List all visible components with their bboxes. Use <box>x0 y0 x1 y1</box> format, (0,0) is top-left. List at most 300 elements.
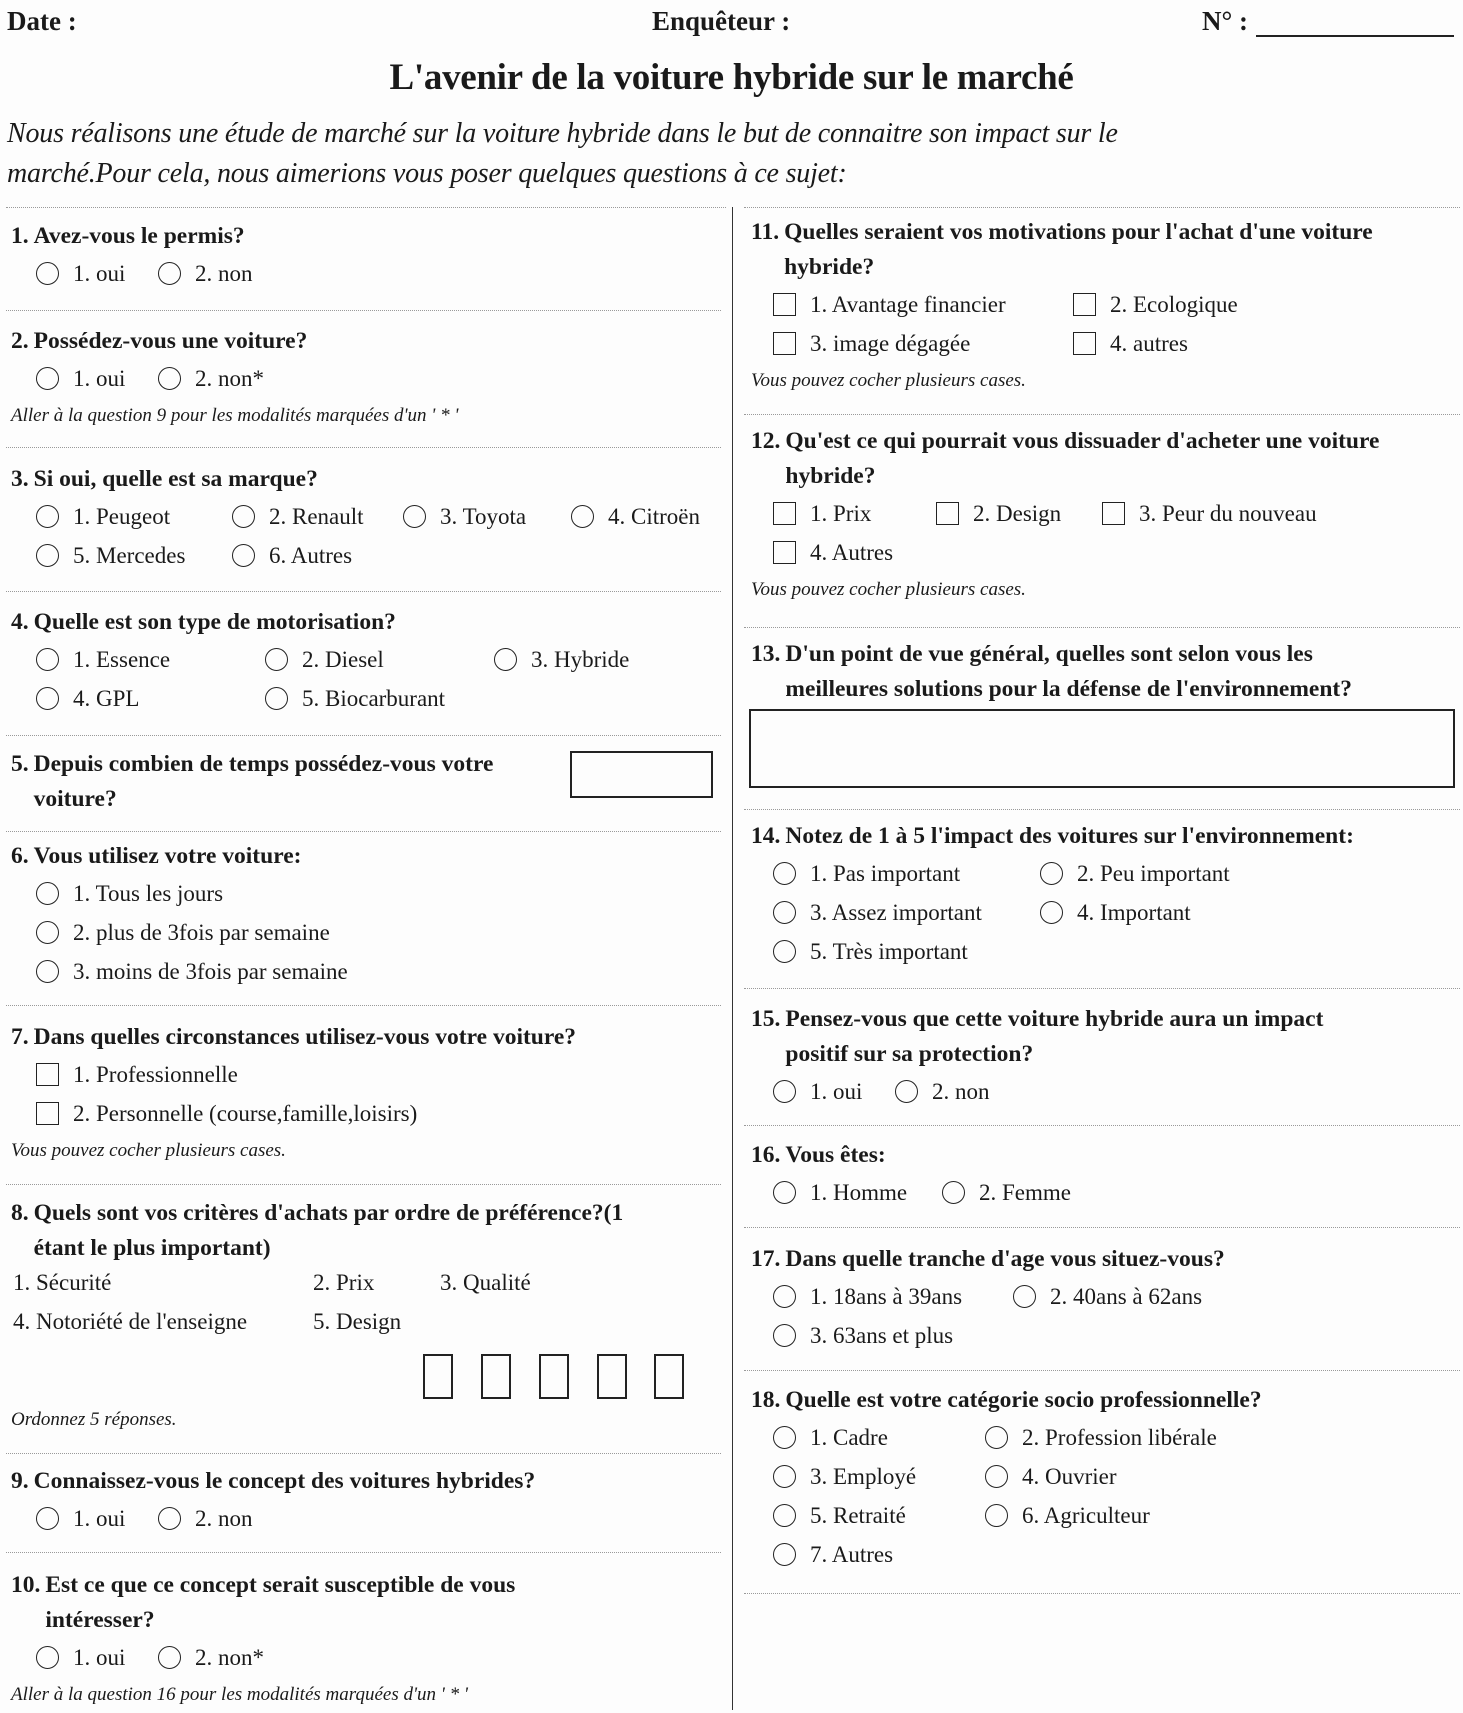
question-1 <box>11 219 721 293</box>
question-note: Vous pouvez cocher plusieurs cases. <box>751 370 1026 391</box>
options-group <box>11 874 721 991</box>
checkbox[interactable] <box>773 332 796 355</box>
option-q6-3[interactable] <box>36 952 636 991</box>
checkbox[interactable] <box>36 1102 59 1125</box>
option-q3-1[interactable] <box>36 497 232 536</box>
option-q18-6[interactable] <box>985 1496 1285 1535</box>
option-q12-1[interactable] <box>773 494 936 533</box>
question-title <box>751 819 1460 854</box>
question-number: 6. <box>11 843 29 869</box>
rank-box-2[interactable] <box>481 1354 511 1399</box>
options-group <box>751 285 1460 363</box>
option-label: 1. Prix <box>810 500 872 526</box>
option-label: 1. oui <box>73 1505 126 1531</box>
option-q16-1[interactable] <box>773 1173 942 1212</box>
question-number: 10. <box>11 1572 41 1598</box>
question-number: 8. <box>11 1200 29 1226</box>
options-group <box>11 1638 721 1677</box>
question-text-line: intéresser? <box>45 1607 155 1633</box>
radio-button[interactable] <box>265 687 288 710</box>
option-q7-2[interactable] <box>36 1094 636 1133</box>
option-label: 1. Pas important <box>810 860 961 886</box>
option-q10-2[interactable] <box>158 1638 280 1677</box>
option-q3-5[interactable] <box>36 536 232 575</box>
date-label: Date : <box>7 6 77 36</box>
question-6 <box>11 839 721 991</box>
question-number: 16. <box>751 1142 781 1168</box>
question-title <box>11 324 721 359</box>
question-4 <box>11 605 721 718</box>
option-label: 2. Renault <box>269 503 364 529</box>
radio-button[interactable] <box>773 901 796 924</box>
radio-button[interactable] <box>773 1324 796 1347</box>
question-text-line: Connaissez-vous le concept des voitures hybrides? <box>33 1468 536 1494</box>
radio-button[interactable] <box>942 1181 965 1204</box>
option-q4-5[interactable] <box>265 679 494 718</box>
divider-rule <box>6 591 721 592</box>
criterion-design: 5. Design <box>313 1309 402 1334</box>
divider-rule <box>744 1125 1460 1126</box>
question-text <box>29 1196 624 1266</box>
options-group <box>11 1499 721 1538</box>
question-text <box>40 1568 515 1638</box>
option-q9-2[interactable] <box>158 1499 280 1538</box>
number-line[interactable] <box>1256 9 1454 37</box>
intro-line-2: marché.Pour cela, nous aimerions vous poser quelques questions à ce sujet: <box>7 158 847 189</box>
checkbox[interactable] <box>936 502 959 525</box>
option-q18-7[interactable] <box>773 1535 985 1574</box>
radio-button[interactable] <box>773 1080 796 1103</box>
question-text-line: D'un point de vue général, quelles sont selon vous les <box>785 641 1313 667</box>
question-13 <box>751 637 1460 707</box>
radio-button[interactable] <box>1040 901 1063 924</box>
divider-rule <box>6 831 721 832</box>
radio-button[interactable] <box>773 1426 796 1449</box>
option-q9-1[interactable] <box>36 1499 158 1538</box>
radio-button[interactable] <box>985 1426 1008 1449</box>
option-q4-3[interactable] <box>494 640 714 679</box>
question-title <box>11 1020 721 1055</box>
divider-rule <box>6 207 726 208</box>
option-q4-1[interactable] <box>36 640 265 679</box>
option-label: 1. oui <box>73 365 126 391</box>
question-text <box>29 462 318 497</box>
option-q12-4[interactable] <box>773 533 936 572</box>
rank-box-5[interactable] <box>654 1354 684 1399</box>
radio-button[interactable] <box>773 940 796 963</box>
option-q17-1[interactable] <box>773 1277 1013 1316</box>
question-text-line: Si oui, quelle est sa marque? <box>33 466 318 492</box>
option-label: 3. moins de 3fois par semaine <box>73 958 348 984</box>
option-q18-1[interactable] <box>773 1418 985 1457</box>
question-text <box>29 324 308 359</box>
question-text-line: positif sur sa protection? <box>785 1041 1034 1067</box>
question-text-line: meilleures solutions pour la défense de l'environnement? <box>785 676 1353 702</box>
question-text <box>780 819 1354 854</box>
option-label: 1. Homme <box>810 1179 908 1205</box>
option-q18-3[interactable] <box>773 1457 985 1496</box>
option-label: 1. 18ans à 39ans <box>810 1283 963 1309</box>
option-label: 3. Employé <box>810 1463 917 1489</box>
option-q1-1[interactable] <box>36 254 158 293</box>
option-label: 1. Professionnelle <box>73 1061 238 1087</box>
question-title <box>11 1568 721 1638</box>
column-divider <box>732 207 733 1710</box>
question-text-line: Vous êtes: <box>785 1142 886 1168</box>
question-title <box>751 1138 1460 1173</box>
option-label: 1. oui <box>810 1078 863 1104</box>
option-label: 4. Important <box>1077 899 1191 925</box>
option-label: 2. Diesel <box>302 646 384 672</box>
option-label: 2. plus de 3fois par semaine <box>73 919 330 945</box>
option-q12-3[interactable] <box>1102 494 1382 533</box>
question-16 <box>751 1138 1460 1212</box>
question-title <box>751 215 1460 285</box>
rank-box-4[interactable] <box>597 1354 627 1399</box>
question-text <box>29 1464 536 1499</box>
checkbox[interactable] <box>773 541 796 564</box>
option-label: 5. Retraité <box>810 1502 906 1528</box>
question-text <box>780 1138 885 1173</box>
question-text-line: Depuis combien de temps possédez-vous votre <box>33 751 494 777</box>
option-label: 2. non* <box>195 1644 264 1670</box>
option-label: 2. non <box>195 1505 253 1531</box>
question-number: 4. <box>11 609 29 635</box>
option-label: 1. oui <box>73 1644 126 1670</box>
option-label: 2. non* <box>195 365 264 391</box>
question-9 <box>11 1464 721 1538</box>
question-number: 15. <box>751 1006 781 1032</box>
option-q3-2[interactable] <box>232 497 403 536</box>
radio-button[interactable] <box>403 505 426 528</box>
options-group <box>11 497 721 575</box>
enqueteur-label: Enquêteur : <box>652 6 791 36</box>
option-label: 1. Tous les jours <box>73 880 224 906</box>
option-q14-5[interactable] <box>773 932 1040 971</box>
divider-rule <box>6 310 721 311</box>
question-text-line: Possédez-vous une voiture? <box>33 328 308 354</box>
environment-solutions-textarea[interactable] <box>749 709 1455 788</box>
option-label: 1. Peugeot <box>73 503 171 529</box>
options-group <box>11 640 721 718</box>
criterion-notoriete: 4. Notoriété de l'enseigne <box>13 1309 248 1334</box>
checkbox[interactable] <box>1073 332 1096 355</box>
question-text <box>29 747 494 817</box>
question-note: Aller à la question 16 pour les modalités marquées d'un ' * ' <box>11 1684 468 1705</box>
question-12 <box>751 424 1460 608</box>
option-q11-1[interactable] <box>773 285 1073 324</box>
question-text <box>780 424 1379 494</box>
criterion-qualite: 3. Qualité <box>440 1270 531 1295</box>
radio-button[interactable] <box>232 544 255 567</box>
question-text <box>29 839 302 874</box>
question-8 <box>11 1196 721 1266</box>
option-label: 3. Assez important <box>810 899 982 925</box>
radio-button[interactable] <box>36 367 59 390</box>
option-label: 2. Peu important <box>1077 860 1230 886</box>
option-q15-2[interactable] <box>895 1072 1017 1111</box>
radio-button[interactable] <box>895 1080 918 1103</box>
question-number: 11. <box>751 219 780 245</box>
divider-rule <box>744 1593 1460 1594</box>
radio-button[interactable] <box>36 1507 59 1530</box>
question-17 <box>751 1242 1460 1355</box>
question-number: 14. <box>751 823 781 849</box>
intro-line-1: Nous réalisons une étude de marché sur la voiture hybride dans le but de connaitre son impact sur le <box>7 118 1118 149</box>
question-title <box>751 424 1460 494</box>
question-number: 9. <box>11 1468 29 1494</box>
options-group <box>751 1277 1460 1355</box>
question-text-line: Avez-vous le permis? <box>33 223 245 249</box>
question-number: 2. <box>11 328 29 354</box>
question-text <box>780 1383 1261 1418</box>
divider-rule <box>744 1370 1460 1371</box>
radio-button[interactable] <box>36 505 59 528</box>
option-q1-2[interactable] <box>158 254 280 293</box>
radio-button[interactable] <box>158 1646 181 1669</box>
question-7 <box>11 1020 721 1169</box>
divider-rule <box>744 988 1460 989</box>
divider-rule <box>6 1005 721 1006</box>
option-label: 3. Peur du nouveau <box>1139 500 1317 526</box>
radio-button[interactable] <box>1013 1285 1036 1308</box>
radio-button[interactable] <box>232 505 255 528</box>
option-q2-2[interactable] <box>158 359 280 398</box>
radio-button[interactable] <box>985 1504 1008 1527</box>
options-group <box>751 854 1460 971</box>
radio-button[interactable] <box>36 687 59 710</box>
radio-button[interactable] <box>158 367 181 390</box>
q8-note: Ordonnez 5 réponses. <box>11 1409 177 1430</box>
question-text-line: hybride? <box>785 463 876 489</box>
question-number: 18. <box>751 1387 781 1413</box>
checkbox[interactable] <box>773 502 796 525</box>
radio-button[interactable] <box>36 544 59 567</box>
radio-button[interactable] <box>773 1465 796 1488</box>
question-number: 5. <box>11 751 29 777</box>
option-label: 2. Design <box>973 500 1062 526</box>
radio-button[interactable] <box>36 882 59 905</box>
radio-button[interactable] <box>36 262 59 285</box>
question-text <box>29 219 245 254</box>
question-number: 13. <box>751 641 781 667</box>
question-note: Vous pouvez cocher plusieurs cases. <box>751 579 1026 600</box>
divider-rule <box>744 207 1460 208</box>
option-q12-2[interactable] <box>936 494 1102 533</box>
option-label: 5. Biocarburant <box>302 685 446 711</box>
question-note: Vous pouvez cocher plusieurs cases. <box>11 1140 286 1161</box>
options-group <box>751 1173 1460 1212</box>
question-note: Aller à la question 9 pour les modalités marquées d'un ' * ' <box>11 405 459 426</box>
option-label: 3. image dégagée <box>810 330 971 356</box>
option-q18-5[interactable] <box>773 1496 985 1535</box>
question-number: 12. <box>751 428 781 454</box>
option-q3-3[interactable] <box>403 497 571 536</box>
option-label: 4. autres <box>1110 330 1188 356</box>
divider-rule <box>6 1184 721 1185</box>
divider-rule <box>6 447 721 448</box>
option-q11-2[interactable] <box>1073 285 1373 324</box>
question-number: 7. <box>11 1024 29 1050</box>
question-title <box>11 219 721 254</box>
divider-rule <box>6 735 721 736</box>
question-title <box>11 462 721 497</box>
option-q17-3[interactable] <box>773 1316 1013 1355</box>
option-q7-1[interactable] <box>36 1055 636 1094</box>
criterion-securite: 1. Sécurité <box>13 1270 112 1295</box>
question-15 <box>751 1002 1460 1111</box>
criterion-prix: 2. Prix <box>313 1270 375 1295</box>
option-q11-3[interactable] <box>773 324 1073 363</box>
option-q6-1[interactable] <box>36 874 636 913</box>
option-label: 2. Femme <box>979 1179 1071 1205</box>
divider-rule <box>744 414 1460 415</box>
question-text-line: Quelles seraient vos motivations pour l'achat d'une voiture <box>784 219 1373 245</box>
option-label: 1. Cadre <box>810 1424 888 1450</box>
option-q3-4[interactable] <box>571 497 741 536</box>
question-title <box>751 1242 1460 1277</box>
question-text-line: Dans quelle tranche d'age vous situez-vous? <box>785 1246 1225 1272</box>
radio-button[interactable] <box>494 648 517 671</box>
radio-button[interactable] <box>265 648 288 671</box>
option-label: 5. Très important <box>810 938 968 964</box>
option-q2-1[interactable] <box>36 359 158 398</box>
option-q14-1[interactable] <box>773 854 1040 893</box>
options-group <box>751 1418 1460 1574</box>
radio-button[interactable] <box>36 648 59 671</box>
question-text-line: voiture? <box>33 786 117 812</box>
option-label: 2. Ecologique <box>1110 291 1238 317</box>
checkbox[interactable] <box>1102 502 1125 525</box>
divider-rule <box>744 627 1460 628</box>
question-2 <box>11 324 721 434</box>
radio-button[interactable] <box>36 960 59 983</box>
options-group <box>11 254 721 293</box>
option-label: 2. Profession libérale <box>1022 1424 1217 1450</box>
option-q11-4[interactable] <box>1073 324 1373 363</box>
checkbox[interactable] <box>36 1063 59 1086</box>
radio-button[interactable] <box>773 1181 796 1204</box>
number-field[interactable] <box>1202 6 1454 37</box>
radio-button[interactable] <box>1040 862 1063 885</box>
option-label: 1. Avantage financier <box>810 291 1006 317</box>
radio-button[interactable] <box>158 1507 181 1530</box>
question-text-line: étant le plus important) <box>33 1235 271 1261</box>
divider-rule <box>744 1227 1460 1228</box>
question-text-line: Est ce que ce concept serait susceptible de vous <box>45 1572 516 1598</box>
question-text <box>29 605 396 640</box>
rank-box-3[interactable] <box>539 1354 569 1399</box>
options-group <box>11 359 721 398</box>
question-14 <box>751 819 1460 971</box>
option-label: 2. non <box>195 260 253 286</box>
radio-button[interactable] <box>158 262 181 285</box>
checkbox[interactable] <box>1073 293 1096 316</box>
question-number: 3. <box>11 466 29 492</box>
question-text-line: Vous utilisez votre voiture: <box>33 843 302 869</box>
question-3 <box>11 462 721 575</box>
question-10 <box>11 1568 721 1713</box>
duration-input[interactable] <box>570 751 713 798</box>
option-q14-4[interactable] <box>1040 893 1307 932</box>
option-q16-2[interactable] <box>942 1173 1111 1212</box>
question-text <box>780 1002 1323 1072</box>
question-text-line: Pensez-vous que cette voiture hybride aura un impact <box>785 1006 1324 1032</box>
options-group <box>751 1072 1460 1111</box>
option-q15-1[interactable] <box>773 1072 895 1111</box>
radio-button[interactable] <box>773 1285 796 1308</box>
option-label: 2. non <box>932 1078 990 1104</box>
divider-rule <box>6 1453 721 1454</box>
option-q18-4[interactable] <box>985 1457 1285 1496</box>
option-label: 4. Citroën <box>608 503 700 529</box>
option-label: 4. Ouvrier <box>1022 1463 1117 1489</box>
option-label: 3. 63ans et plus <box>810 1322 954 1348</box>
radio-button[interactable] <box>36 1646 59 1669</box>
options-group <box>751 494 1460 572</box>
question-text <box>29 1020 576 1055</box>
question-text-line: Qu'est ce qui pourrait vous dissuader d'acheter une voiture <box>785 428 1380 454</box>
option-q18-2[interactable] <box>985 1418 1285 1457</box>
question-number: 1. <box>11 223 29 249</box>
option-q17-2[interactable] <box>1013 1277 1253 1316</box>
question-title <box>11 605 721 640</box>
option-label: 2. Personnelle (course,famille,loisirs) <box>73 1100 418 1126</box>
option-q4-2[interactable] <box>265 640 494 679</box>
question-text-line: hybride? <box>784 254 875 280</box>
number-label: N° : <box>1202 6 1249 36</box>
radio-button[interactable] <box>571 505 594 528</box>
question-title <box>751 637 1460 707</box>
question-text <box>780 637 1352 707</box>
option-q14-3[interactable] <box>773 893 1040 932</box>
question-title <box>11 1464 721 1499</box>
checkbox[interactable] <box>773 293 796 316</box>
radio-button[interactable] <box>773 1504 796 1527</box>
option-label: 1. oui <box>73 260 126 286</box>
option-label: 4. Autres <box>810 539 894 565</box>
option-label: 4. GPL <box>73 685 140 711</box>
option-q14-2[interactable] <box>1040 854 1307 893</box>
divider-rule <box>744 809 1460 810</box>
options-group <box>11 1055 721 1133</box>
question-text-line: Quels sont vos critères d'achats par ordre de préférence?(1 <box>33 1200 624 1226</box>
question-11 <box>751 215 1460 399</box>
rank-box-1[interactable] <box>423 1354 453 1399</box>
question-text-line: Notez de 1 à 5 l'impact des voitures sur l'environnement: <box>785 823 1354 849</box>
radio-button[interactable] <box>36 921 59 944</box>
question-number: 17. <box>751 1246 781 1272</box>
option-q10-1[interactable] <box>36 1638 158 1677</box>
option-q4-4[interactable] <box>36 679 265 718</box>
radio-button[interactable] <box>985 1465 1008 1488</box>
option-label: 1. Essence <box>73 646 171 672</box>
option-label: 5. Mercedes <box>73 542 186 568</box>
question-title <box>11 1196 721 1266</box>
option-q6-2[interactable] <box>36 913 636 952</box>
question-text <box>780 1242 1224 1277</box>
option-label: 6. Agriculteur <box>1022 1502 1150 1528</box>
question-title <box>751 1002 1460 1072</box>
option-label: 7. Autres <box>810 1541 894 1567</box>
question-text <box>779 215 1373 285</box>
option-q3-6[interactable] <box>232 536 403 575</box>
option-label: 6. Autres <box>269 542 353 568</box>
option-label: 3. Toyota <box>440 503 527 529</box>
option-label: 2. 40ans à 62ans <box>1050 1283 1203 1309</box>
radio-button[interactable] <box>773 862 796 885</box>
radio-button[interactable] <box>773 1543 796 1566</box>
